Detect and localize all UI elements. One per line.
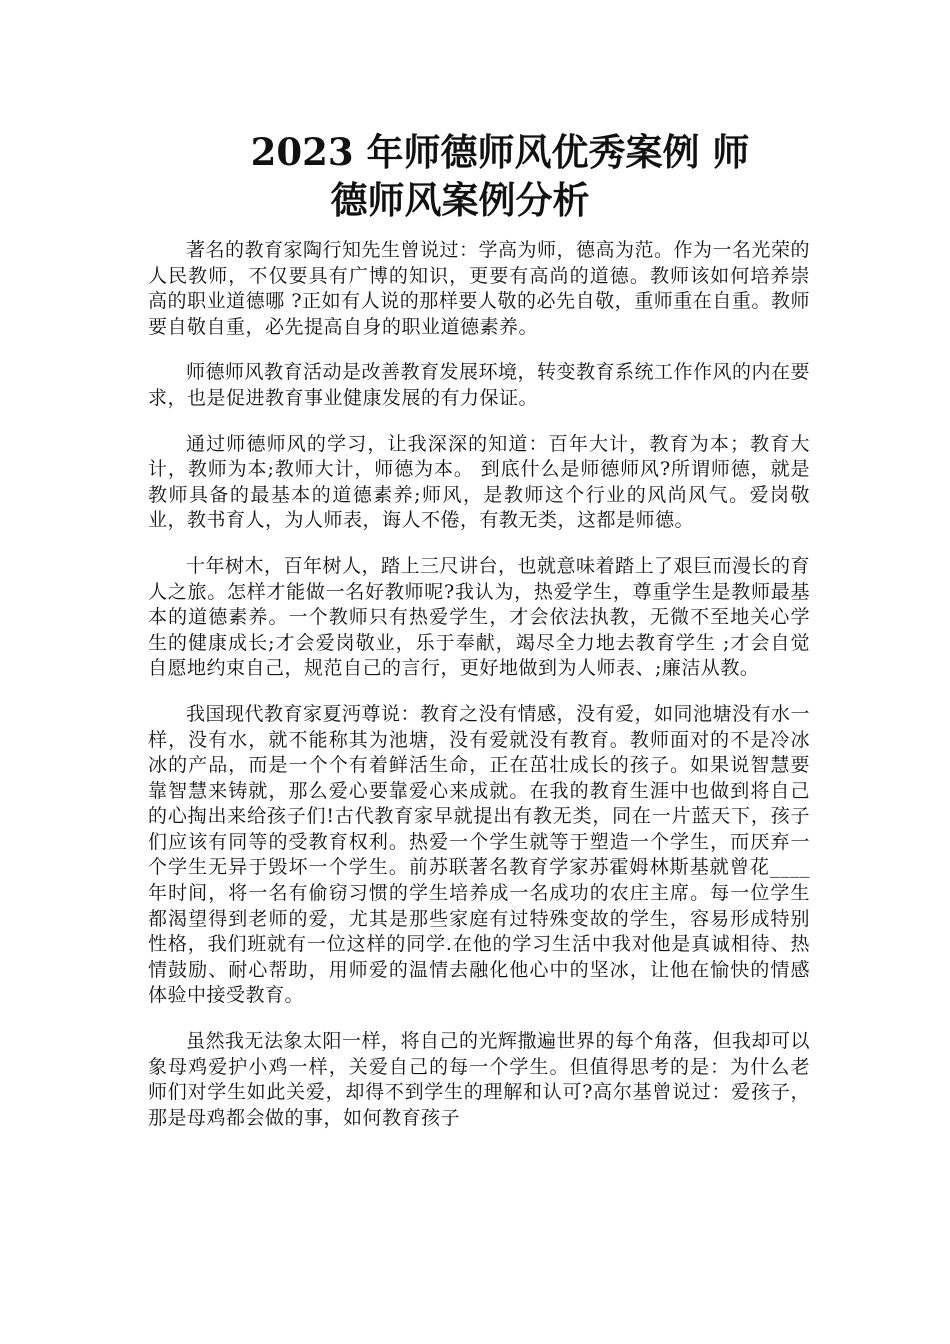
title-line-2: 德师风案例分析 bbox=[330, 178, 590, 222]
paragraph-4: 十年树木，百年树人，踏上三尺讲台，也就意味着踏上了艰巨而漫长的育人之旅。怎样才能做一名好教师呢?我认为，热爱学生，尊重学生是教师最基本的道德素养。一个教师只有热爱学生，才会依法执教，无微不至地关心学生的健康成长;才会爱岗敬业，乐于奉献，竭尽全力地去教育学生 ;才会自觉自愿地约束自己，规范自己的言行，更好地做到为人师表、;廉洁从教。 bbox=[148, 554, 811, 680]
document-title bbox=[150, 128, 810, 224]
document-body bbox=[148, 238, 810, 1151]
paragraph-5: 我国现代教育家夏沔尊说：教育之没有情感，没有爱，如同池塘没有水一样，没有水，就不能称其为池塘，没有爱就没有教育。教师面对的不是冷冰冰的产品，而是一个个有着鲜活生命，正在茁壮成长的孩子。如果说智慧要靠智慧来铸就，那么爱心要靠爱心来成就。在我的教育生涯中也做到将自己的心掏出来给孩子们!古代教育家早就提出有教无类，同在一片蓝天下，孩子们应该有同等的受教育权利。热爱一个学生就等于塑造一个学生，而厌弃一个学生无异于毁坏一个学生。前苏联著名教育学家苏霍姆林斯基就曾花____年时间，将一名有偷窃习惯的学生培养成一名成功的农庄主席。每一位学生都渴望得到老师的爱，尤其是那些家庭有过特殊变故的学生，容易形成特别性格，我们班就有一位这样的同学.在他的学习生活中我对他是真诚相待、热情鼓励、耐心帮助，用师爱的温情去融化他心中的坚冰，让他在愉快的情感体验中接受教育。 bbox=[148, 702, 811, 1007]
paragraph-1: 著名的教育家陶行知先生曾说过：学高为师，德高为范。作为一名光荣的人民教师，不仅要具有广博的知识，更要有高尚的道德。教师该如何培养崇高的职业道德哪 ?正如有人说的那样要人敬的必先自敬，重师重在自重。教师要自敬自重，必先提高自身的职业道德素养。 bbox=[148, 239, 811, 338]
title-line-1: 2023 年师德师风优秀案例 师 bbox=[250, 130, 750, 174]
paragraph-6: 虽然我无法象太阳一样，将自己的光辉撒遍世界的每个角落，但我却可以象母鸡爱护小鸡一样，关爱自己的每一个学生。但值得思考的是：为什么老师们对学生如此关爱，却得不到学生的理解和认可?高尔基曾说过：爱孩子，那是母鸡都会做的事，如何教育孩子 bbox=[148, 1030, 811, 1129]
paragraph-2: 师德师风教育活动是改善教育发展环境，转变教育系统工作作风的内在要求，也是促进教育事业健康发展的有力保证。 bbox=[148, 361, 811, 409]
paragraph-3: 通过师德师风的学习，让我深深的知道：百年大计，教育为本；教育大计，教师为本;教师大计，师德为本。 到底什么是师德师风?所谓师德，就是教师具备的最基本的道德素养;师风，是教师这个行业的风尚风气。爱岗敬业，教书育人，为人师表，诲人不倦，有教无类，这都是师德。 bbox=[148, 432, 810, 532]
